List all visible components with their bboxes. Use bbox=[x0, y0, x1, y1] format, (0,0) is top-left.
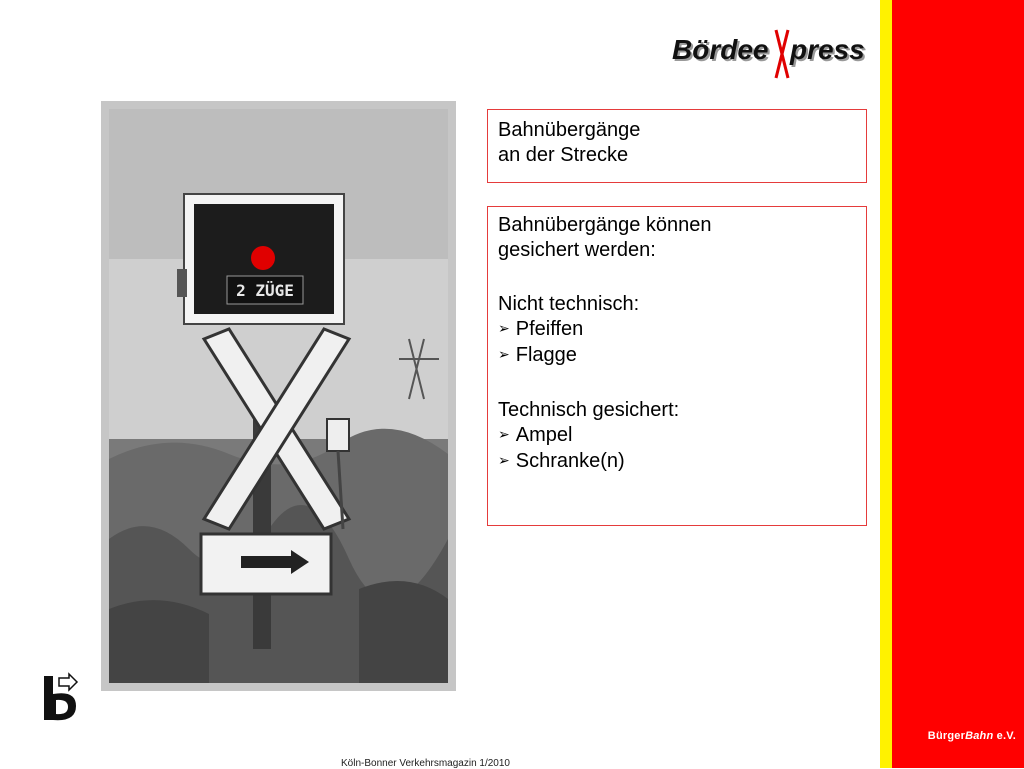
photo-frame bbox=[101, 101, 510, 769]
signal-light bbox=[251, 246, 275, 270]
content-box bbox=[487, 206, 867, 526]
title-line: Bahnübergänge bbox=[498, 119, 641, 141]
arrowhead-bullet-icon: ➢ bbox=[498, 426, 510, 442]
logo-word-1: Bördee bbox=[672, 34, 769, 65]
title-box bbox=[487, 109, 867, 183]
logo-word-2: press bbox=[790, 34, 865, 65]
signal-sign-text: 2 ZÜGE bbox=[236, 281, 294, 300]
intro-line: Bahnübergänge können bbox=[498, 214, 712, 236]
red-side-panel bbox=[892, 0, 1024, 768]
list-item: ➢ Schranke(n) bbox=[498, 450, 625, 472]
photo-caption: Köln-Bonner Verkehrsmagazin 1/2010 bbox=[341, 758, 510, 769]
yellow-stripe bbox=[880, 0, 892, 768]
arrowhead-bullet-icon: ➢ bbox=[498, 346, 510, 362]
buergerbahn-logo-icon bbox=[42, 672, 82, 724]
railway-crossing-photo bbox=[109, 109, 448, 683]
section-heading: Technisch gesichert: bbox=[498, 399, 680, 421]
boerdee-press-logo bbox=[672, 26, 877, 82]
list-item: ➢ Ampel bbox=[498, 424, 573, 446]
footer-brand: BürgerBahn e.V. bbox=[927, 730, 1016, 742]
intro-line: gesichert werden: bbox=[498, 239, 656, 261]
arrowhead-bullet-icon: ➢ bbox=[498, 320, 510, 336]
title-line: an der Strecke bbox=[498, 144, 629, 166]
section-heading: Nicht technisch: bbox=[498, 293, 640, 315]
list-item: ➢ Pfeiffen bbox=[498, 318, 584, 340]
arrowhead-bullet-icon: ➢ bbox=[498, 452, 510, 468]
list-item: ➢ Flagge bbox=[498, 344, 577, 366]
